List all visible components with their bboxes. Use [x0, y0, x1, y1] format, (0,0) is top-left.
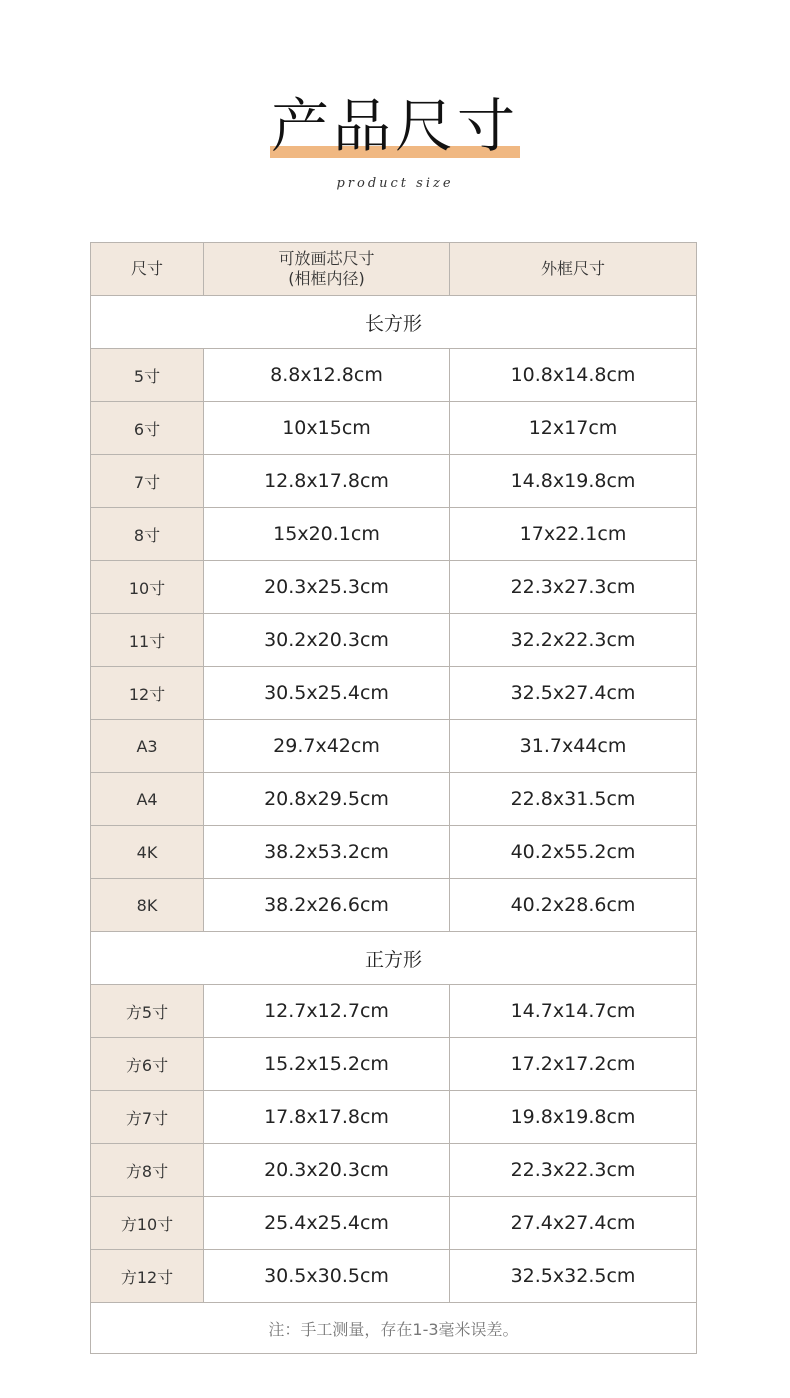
inner-size-cell: 29.7x42cm: [204, 720, 450, 773]
outer-size-cell: 14.8x19.8cm: [450, 455, 697, 508]
inner-size-cell: 20.8x29.5cm: [204, 773, 450, 826]
size-cell: 方10寸: [91, 1197, 204, 1250]
size-cell: A3: [91, 720, 204, 773]
table-row: [91, 349, 697, 402]
outer-size-cell: 32.5x27.4cm: [450, 667, 697, 720]
size-cell: 方5寸: [91, 985, 204, 1038]
title-block: [0, 88, 790, 168]
outer-size-cell: 10.8x14.8cm: [450, 349, 697, 402]
table-row: [91, 879, 697, 932]
inner-size-cell: 12.7x12.7cm: [204, 985, 450, 1038]
inner-size-cell: 30.2x20.3cm: [204, 614, 450, 667]
outer-size-cell: 40.2x28.6cm: [450, 879, 697, 932]
outer-size-cell: 17x22.1cm: [450, 508, 697, 561]
size-cell: 12寸: [91, 667, 204, 720]
size-cell: 8寸: [91, 508, 204, 561]
size-cell: 方8寸: [91, 1144, 204, 1197]
measurement-note: 注：手工测量，存在1-3毫米误差。: [91, 1303, 697, 1354]
table-row: [91, 667, 697, 720]
inner-size-cell: 30.5x30.5cm: [204, 1250, 450, 1303]
inner-size-cell: 38.2x53.2cm: [204, 826, 450, 879]
size-cell: 5寸: [91, 349, 204, 402]
header-outer-size: 外框尺寸: [450, 243, 697, 296]
table-row: [91, 614, 697, 667]
table-row: [91, 402, 697, 455]
table-row: [91, 1144, 697, 1197]
inner-size-cell: 10x15cm: [204, 402, 450, 455]
outer-size-cell: 22.3x27.3cm: [450, 561, 697, 614]
note-row: [91, 1303, 697, 1354]
size-cell: 方6寸: [91, 1038, 204, 1091]
inner-size-cell: 30.5x25.4cm: [204, 667, 450, 720]
outer-size-cell: 14.7x14.7cm: [450, 985, 697, 1038]
outer-size-cell: 40.2x55.2cm: [450, 826, 697, 879]
page-title: 产品尺寸: [270, 92, 519, 160]
outer-size-cell: 31.7x44cm: [450, 720, 697, 773]
section-title: 正方形: [91, 932, 697, 985]
table-row: [91, 1197, 697, 1250]
page-subtitle: product size: [336, 176, 454, 191]
outer-size-cell: 32.2x22.3cm: [450, 614, 697, 667]
inner-size-cell: 15x20.1cm: [204, 508, 450, 561]
table-header-row: [91, 243, 697, 296]
inner-size-cell: 38.2x26.6cm: [204, 879, 450, 932]
table-row: [91, 455, 697, 508]
table-row: [91, 561, 697, 614]
size-cell: 10寸: [91, 561, 204, 614]
section-row: [91, 296, 697, 349]
outer-size-cell: 27.4x27.4cm: [450, 1197, 697, 1250]
inner-size-cell: 25.4x25.4cm: [204, 1197, 450, 1250]
table-row: [91, 508, 697, 561]
size-cell: 11寸: [91, 614, 204, 667]
table-row: [91, 985, 697, 1038]
outer-size-cell: 22.8x31.5cm: [450, 773, 697, 826]
outer-size-cell: 12x17cm: [450, 402, 697, 455]
header-size: 尺寸: [91, 243, 204, 296]
table-row: [91, 1250, 697, 1303]
section-row: [91, 932, 697, 985]
header-inner-line2: (相框内径): [288, 269, 365, 288]
size-cell: 8K: [91, 879, 204, 932]
section-title: 长方形: [91, 296, 697, 349]
size-cell: 方12寸: [91, 1250, 204, 1303]
outer-size-cell: 32.5x32.5cm: [450, 1250, 697, 1303]
inner-size-cell: 20.3x25.3cm: [204, 561, 450, 614]
outer-size-cell: 22.3x22.3cm: [450, 1144, 697, 1197]
inner-size-cell: 17.8x17.8cm: [204, 1091, 450, 1144]
inner-size-cell: 12.8x17.8cm: [204, 455, 450, 508]
table-row: [91, 1038, 697, 1091]
header-inner-line1: 可放画芯尺寸: [278, 249, 375, 268]
table-row: [91, 720, 697, 773]
size-table: [90, 242, 697, 1354]
table-row: [91, 826, 697, 879]
outer-size-cell: 19.8x19.8cm: [450, 1091, 697, 1144]
size-cell: 方7寸: [91, 1091, 204, 1144]
size-cell: A4: [91, 773, 204, 826]
table-row: [91, 1091, 697, 1144]
inner-size-cell: 8.8x12.8cm: [204, 349, 450, 402]
header-inner-size: [204, 243, 450, 296]
size-cell: 7寸: [91, 455, 204, 508]
inner-size-cell: 20.3x20.3cm: [204, 1144, 450, 1197]
table-row: [91, 773, 697, 826]
size-cell: 6寸: [91, 402, 204, 455]
inner-size-cell: 15.2x15.2cm: [204, 1038, 450, 1091]
outer-size-cell: 17.2x17.2cm: [450, 1038, 697, 1091]
size-cell: 4K: [91, 826, 204, 879]
